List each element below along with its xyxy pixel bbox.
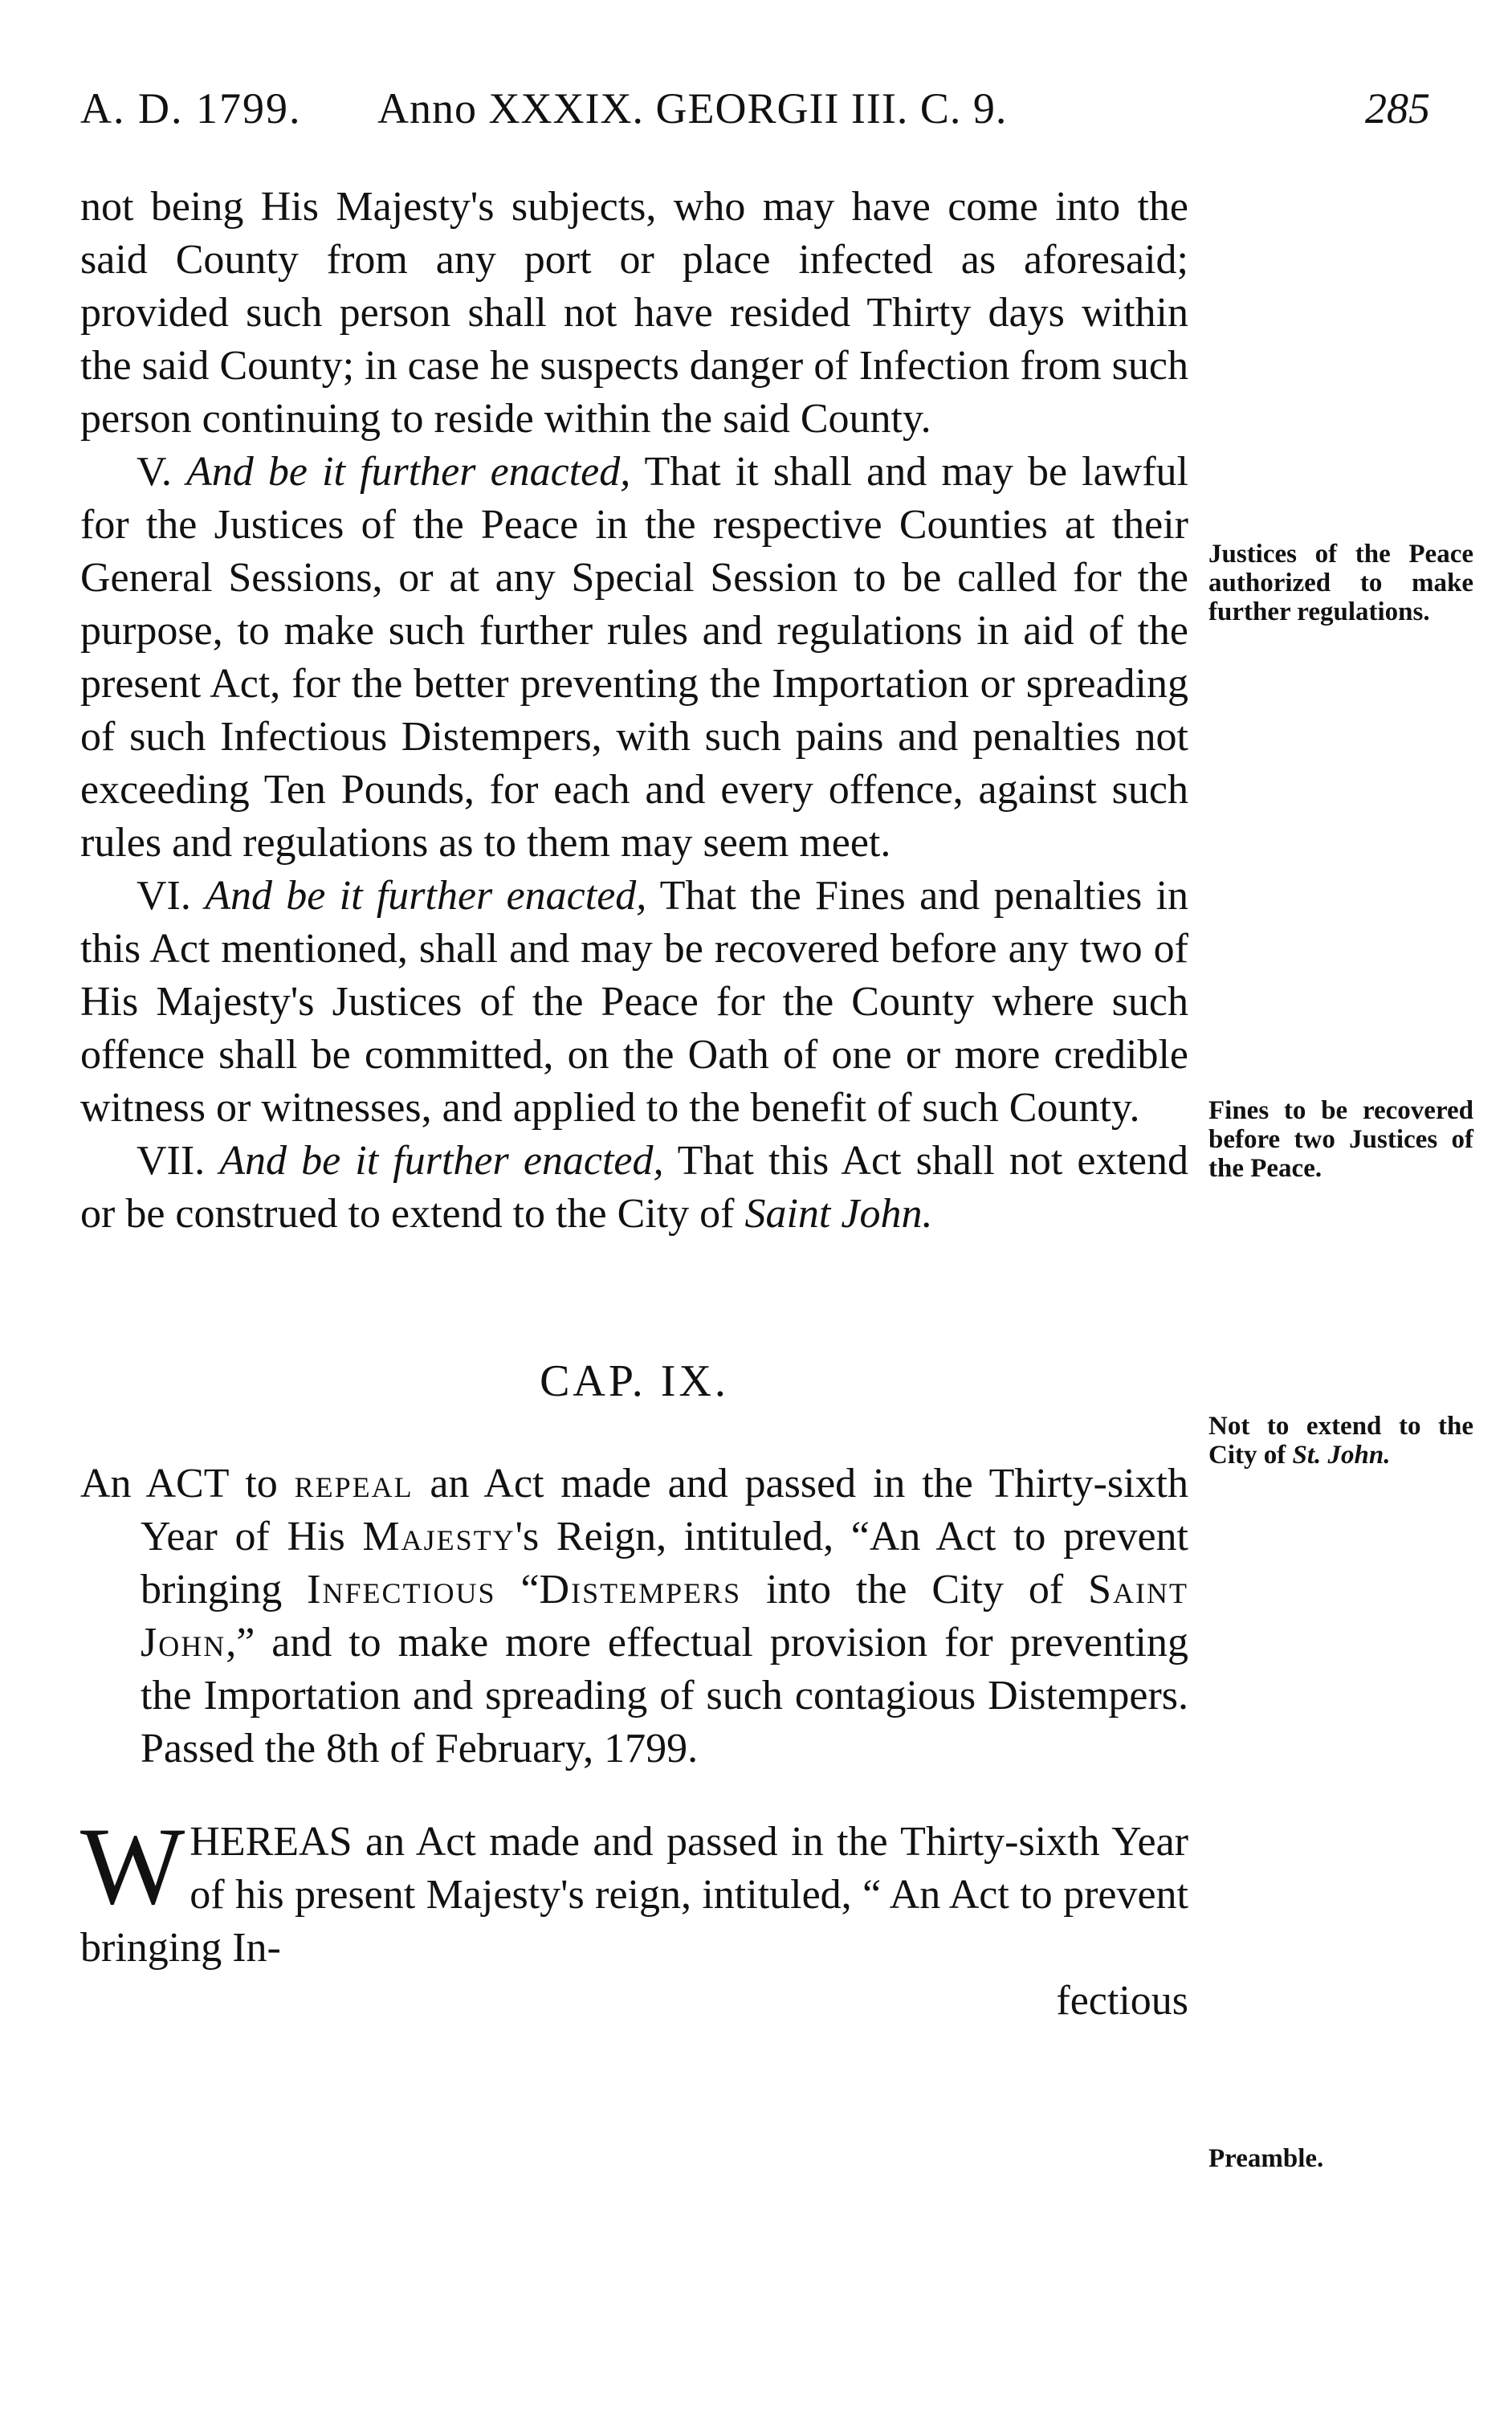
margin-note-not-extend <box>1208 1412 1473 1470</box>
margin-note-fines: Fines to be recovered before two Justices of the Peace. <box>1208 1096 1473 1183</box>
preamble-paragraph <box>80 1804 1188 1975</box>
main-column <box>80 181 1188 2028</box>
chapter-heading: CAP. IX. <box>540 1356 729 1406</box>
act-title <box>80 1458 1188 1776</box>
section-v <box>80 446 1188 870</box>
title-repeal: repeal <box>294 1461 414 1507</box>
title-majesty: Majesty <box>362 1514 516 1560</box>
section-text: That this Act shall not extend or be construed to extend to the City of <box>80 1138 1189 1237</box>
title-saint-john: Saint John <box>141 1567 1189 1666</box>
title-distempers: Distempers <box>539 1567 742 1613</box>
title-text: ,” and to make more effectual provision for preventing the Importation and spreading of such contagious Distempers. Passed the 8th of February, 1799. <box>141 1620 1188 1772</box>
section-text: That the Fines and penalties in this Act mentioned, shall and may be recovered before any two of His Majesty's Justices of the Peace for the County where such offence shall be committed, on the Oath of one or more credible witness or witnesses, and applied to the benefit of such County. <box>80 873 1189 1131</box>
page-number: 285 <box>1365 84 1430 133</box>
margin-note-justices: Justices of the Peace authorized to make further regulations. <box>1208 540 1473 626</box>
preamble-text: HEREAS an Act made and passed in the Thirty-sixth Year of his present Majesty's reign, intituled, “ An Act to prevent bringing In- <box>80 1819 1188 1971</box>
enacting-clause: And be it further enacted, <box>185 449 631 495</box>
city-name: Saint John. <box>744 1191 933 1237</box>
margin-note-text: Not to extend to the City of <box>1208 1412 1473 1470</box>
enacting-clause: And be it further enacted, <box>219 1138 664 1184</box>
title-text: an Act made and passed in the Thirty-sixth Year of His <box>141 1461 1188 1560</box>
enacting-clause: And be it further enacted, <box>205 873 647 919</box>
running-header <box>80 80 1445 137</box>
title-text: An ACT to <box>80 1461 278 1507</box>
title-quote: “ <box>520 1567 540 1613</box>
title-infectious: Infectious <box>307 1567 496 1613</box>
header-year: A. D. 1799. <box>80 84 302 133</box>
margin-note-city: St. John. <box>1292 1441 1391 1470</box>
section-number: VI. <box>137 873 191 919</box>
header-title: Anno XXXIX. GEORGII III. C. 9. <box>377 84 1008 133</box>
section-vii <box>80 1135 1188 1241</box>
drop-cap: W <box>80 1804 185 1927</box>
section-vi <box>80 870 1188 1135</box>
title-text: 's Reign, intituled, “An Act to prevent bringing <box>141 1514 1188 1613</box>
section-number: V. <box>137 449 172 495</box>
margin-note-preamble: Preamble. <box>1208 2144 1324 2173</box>
section-number: VII. <box>137 1138 206 1184</box>
title-text: into the City of <box>766 1567 1064 1613</box>
catchword: fectious <box>1056 1978 1188 2024</box>
section-text: That it shall and may be lawful for the Justices of the Peace in the respective Counties at their General Sessions, or at any Special Session to be called for the purpose, to make such further rules and regulations in aid of the present Act, for the better preventing the Importation or spreading of such Infectious Distempers, with such pains and penalties not exceeding Ten Pounds, for each and every offence, against such rules and regulations as to them may seem meet. <box>80 449 1188 866</box>
continuation-paragraph: not being His Majesty's subjects, who may have come into the said County from any port or place infected as aforesaid; provided such person shall not have resided Thirty days within the said County; in case he suspects danger of Infection from such person continuing to reside within the said County. <box>80 184 1188 442</box>
